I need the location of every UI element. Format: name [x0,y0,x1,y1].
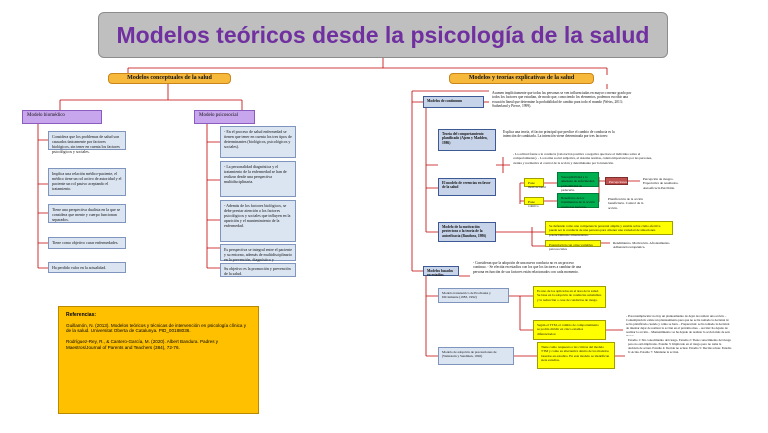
psychosocial-item: - La personalidad diagnóstica y el tratamiento de la enfermedad se han de realizar desde una perspectiva multidisciplinaria. [220,161,296,197]
volitional-phase-box: Pone volitivo [524,197,544,205]
biomedical-item: Considera que los problemas de salud son causados únicamente por factores biológicos, sin tener en cuenta los factores psicológicos y sociales. [48,131,126,150]
psychosocial-item: Su objetivo es la promoción y prevención de la salud. [220,263,296,277]
psychosocial-item: - En el proceso de salud enfermedad se tienen que tener en cuenta los tres tipos de determinantes (biológicos, psicológicos y sociales). [220,126,296,158]
precaution-adoption-description: Tiene como respuesta a las críticas del modelo TTM y como su alternativa dentro de los modelos basados en estadios. En este modelo se identifican siete estadios. [537,342,615,369]
biomedical-item: Tiene una perspectiva dualista en la que se considera que mente y cuerpo funcionan separados. [48,204,126,223]
references-box [58,306,259,414]
references-title: Referencias: [66,312,97,318]
reference-item: Guillamón, N. (2013). Modelos teóricos y técnicas de intervención en psicología clínica y de la salud. Universitat Oberta de Catalunya. PID_00188036. [66,322,247,334]
stage-models-label: Modelos basados en estadios [423,266,459,276]
risk-perception-list: Percepción de riesgos. Expectativa de resultados. Autoeficacia Percibida. [640,175,686,189]
psychosocial-item: Es perspectiva se integral entre el paciente y su entorno, además de multidisciplinario en la prevención, diagnóstico y [220,244,296,261]
explanatory-models-header: Modelos y teorías explicativas de la salud [449,73,594,84]
perceptions-box: Percepciones [605,177,628,185]
health-belief-model-label: El modelo de creencias en favor de la salud [438,178,496,196]
biomedical-item: Ha perdido valor en la actualidad. [48,262,126,273]
threat-susceptibility-box: Susceptibilidad a la amenaza de enfermedad, probabilidad de padecerla. [557,172,599,187]
psychosocial-item: - Además de los factores biológicos, se debe prestar atención a los factores psicológicos y sociales que influyen en la aparición y el mantenimiento de la enfermedad. [220,200,296,242]
page-title: Modelos teóricos desde la psicología de la salud [98,12,668,58]
motivational-phase-box: Pone motivacional [524,178,544,187]
continuum-description: Asumen implícitamente que todas las personas se ven influenciadas en mayor o menor grado por todos los factores que estudian, de modo que, conociendo los elementos, podemos escribir una ecuación lineal que determine la probabilidad de cambio para todo el mundo (Weiss, 2013; Sutherland y Pierce, 1999). [489,89,641,123]
conceptual-models-header: Modelos conceptuales de la salud [108,73,231,84]
transtheoretical-stages-list: - Precontemplación: no hay un planteamiento de dejar de realizar una acción. - Contemplación: existe un planteamiento para que no se ha tomado la decisión ni se ha planificado cuando y cómo se hará. - Preparación: se ha tomado la decisión de intentar dejar de realizar la acción en el próximo mes. - Acción: ha dejado de realizar la acción. - Mantenimiento: se ha dejado de realizar la acción más de seis [623,312,734,348]
action-planning-list: Planificación de la acción beneficiaria. Control de la acción. [605,195,647,209]
precaution-adoption-stages: Estadio 1: Sin conocimiento del riesgo. Estadio 2: Tiene conocimiento del riesgo pero no está implicado. Estadio 3: Implicado en el riesgo pero no toma la decisión de actuar. Estadio 4: Decide no actuar. Estadio 5: Decide actuar. Estadio 6: Actúa. Estadio 7: Mantiene la acción. [625,336,735,376]
transtheoretical-stages-intro: Según el TTM, el cambio de comportamiento se podría dividir en cinco estadios diferenciados: [533,320,606,340]
planned-behavior-factors: - La actitud frente a la conducta (valoración positiva o negativa que hace el individuo sobre el comportamiento). - La norma social subjetiva, el sistema normas, cuánta importancia por las personas, cuánta y normativa el control de la acción y determinante por la intención. [510,150,658,164]
biomedical-item: Tiene como objetivo curar enfermedades. [48,237,126,249]
planned-behavior-theory-label: Teoría del comportamiento planificado (Ajzen y Madden, 1986) [438,129,496,151]
biomedical-item: Implica una relación médico-paciente, el médico tiene un rol activo de autoridad y el paciente un rol pasivo aceptando el tratamiento. [48,168,126,196]
psychosocial-variables-box: Potenciación con otras variables psicosociales [545,240,601,247]
transtheoretical-description: Es uno de los aplicados en el área de la salud. Se basa en la adopción de conductas saludables y la reducción o cese de conductas de riesgo. [533,286,606,308]
planned-behavior-description: Explica una teoría, el factor principal que predice el cambio de conducta es la intención de cambiarla. La intención viene determinada por tres factores: [500,128,620,148]
self-efficacy-theory-label: Modelo de la motivación protectora o la teoría de la autoeficacia (Bandura, 1986) [438,222,496,242]
transtheoretical-model-label: Modelo transteórico de Prochaska y DiClemente (1983, 1992) [438,288,509,303]
continuum-models-label: Modelos de continuum [423,96,484,108]
psychosocial-model-label: Modelo psicosocial [194,110,255,124]
reference-item: Rodríguez-Rey, R., & Cantero-García, M. (2020). Albert Bandura. Padres y Maestros/Journal of Parents and Teachers (384), 72-76. [66,339,219,351]
biomedical-model-label: Modelo biomédico [22,110,102,124]
self-efficacy-outcomes: Rendimiento. Motivación. Afrontamiento. Adherencia terapéutica. [610,239,676,249]
precaution-adoption-model-label: Modelo de adopción de precauciones de (Weinstein y Sandman, 1992) [438,347,514,365]
treatment-benefits-box: Beneficios de los tratamientos de la acción contra las barreras. [557,193,599,208]
self-efficacy-description: Se defiende como una competencia personal amplia y estable sobre cómo efectiva puede ser la conducta de una persona para obtener una variedad de situaciones potencialmente amenazantes. [545,221,673,235]
stage-models-description: - Consideran que la adopción de una nueva conducta no es un proceso continuo. - Se efectúa en estadios con los que los factores a cambiar de una persona en función de sus factores están relacionados con cada momento. [470,259,591,289]
